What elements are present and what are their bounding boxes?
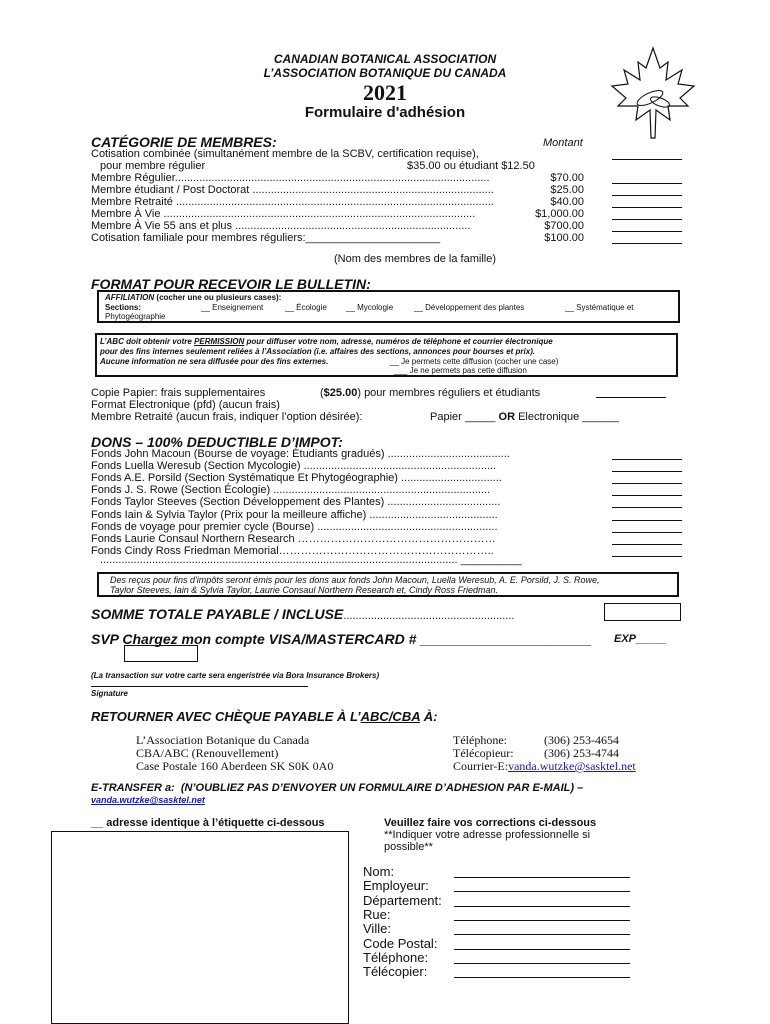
return-heading-end: À: bbox=[420, 709, 438, 724]
permission-word: PERMISSION bbox=[194, 337, 245, 346]
membership-family-amount: $100.00 bbox=[544, 232, 584, 244]
org-name-fr: L’ASSOCIATION BOTANIQUE DU CANADA bbox=[263, 66, 507, 80]
fund-row-blank[interactable] bbox=[612, 520, 682, 521]
fax-label: Télécopieur: bbox=[453, 746, 514, 760]
section-teaching[interactable]: __ Enseignement bbox=[201, 303, 264, 312]
membership-student-amount: $25.00 bbox=[550, 184, 584, 196]
section-systematics[interactable]: __ Systématique et bbox=[565, 303, 634, 312]
phone-value: (306) 253-4654 bbox=[544, 733, 619, 747]
email-line bbox=[453, 759, 636, 774]
signature-line[interactable] bbox=[91, 686, 308, 687]
fund-row-blank[interactable] bbox=[612, 483, 682, 484]
address-field-input[interactable] bbox=[454, 877, 630, 878]
email-label: Courrier-E: bbox=[453, 759, 509, 773]
retired-electronic-option[interactable]: Electronique ______ bbox=[518, 411, 619, 423]
fund-row-blank[interactable] bbox=[612, 544, 682, 545]
family-members-note: (Nom des membres de la famille) bbox=[334, 253, 496, 265]
address-field-label: Télécopier: bbox=[363, 964, 428, 979]
affiliation-hint: (cocher une ou plusieurs cases): bbox=[156, 293, 282, 302]
address-field-input[interactable] bbox=[454, 949, 630, 950]
membership-student-label: Membre étudiant / Post Doctorat ............................................................................... bbox=[91, 184, 494, 196]
fund-row-label: Fonds Cindy Ross Friedman Memorial………………………………………………….. bbox=[91, 545, 494, 557]
categories-heading: CATÉGORIE DE MEMBRES: bbox=[91, 134, 277, 150]
email-link[interactable]: vanda.wutzke@sasktel.net bbox=[508, 759, 636, 773]
mailing-label-box bbox=[51, 831, 349, 1024]
retired-option-choices[interactable] bbox=[430, 411, 619, 423]
section-phytogeography: Phytogéographie bbox=[105, 312, 166, 321]
same-address-option[interactable]: __ adresse identique à l’étiquette ci-dessous bbox=[91, 817, 325, 829]
donations-heading: DONS – 100% DEDUCTIBLE D’IMPOT: bbox=[91, 434, 343, 450]
expiry-label: EXP bbox=[614, 633, 637, 645]
fund-row-blank[interactable] bbox=[612, 495, 682, 496]
membership-regular-label: Membre Régulier....................................................................................................... bbox=[91, 172, 490, 184]
retired-or: OR bbox=[498, 411, 516, 423]
address-field-input[interactable] bbox=[454, 963, 630, 964]
corrections-label: Veuillez faire vos corrections ci-dessous bbox=[384, 817, 597, 829]
permission-line1-start: L’ABC doit obtenir votre bbox=[100, 337, 195, 346]
form-year: 2021 bbox=[363, 80, 407, 105]
fund-row-label: Fonds John Macoun (Bourse de voyage: Étudiants gradués) ........................................ bbox=[91, 448, 510, 460]
membership-lifetime-amount: $1,000.00 bbox=[535, 208, 584, 220]
membership-lifetime-blank[interactable] bbox=[612, 219, 682, 220]
address-field-input[interactable] bbox=[454, 977, 630, 978]
fund-row-label: Fonds Iain & Sylvia Taylor (Prix pour la meilleure affiche) .......................................... bbox=[91, 509, 498, 521]
membership-lifetime-55-amount: $700.00 bbox=[544, 220, 584, 232]
expiry-blank[interactable]: _____ bbox=[636, 633, 667, 645]
electronic-format-label: Format Electronique (pfd) (aucun frais) bbox=[91, 399, 280, 411]
address-field-input[interactable] bbox=[454, 906, 630, 907]
membership-lifetime-55-blank[interactable] bbox=[612, 231, 682, 232]
expiry bbox=[614, 633, 667, 645]
address-field-input[interactable] bbox=[454, 891, 630, 892]
etransfer-email-link[interactable]: vanda.wutzke@sasktel.net bbox=[91, 795, 205, 805]
fund-row-label: Fonds Laurie Consaul Northern Research ……………………………………………… bbox=[91, 533, 496, 545]
permission-line1 bbox=[100, 337, 553, 346]
return-address-line2: CBA/ABC (Renouvellement) bbox=[136, 746, 279, 760]
membership-lifetime-55-label: Membre À Vie 55 ans et plus ............................................................................. bbox=[91, 220, 471, 232]
receipt-note-line1: Des reçus pour fins d'impôts seront émis pour les dons aux fonds John Macoun, Luella Weresub, A. E. Porsild, J. S. Rowe, bbox=[110, 575, 600, 585]
amount-header: Montant bbox=[543, 137, 583, 149]
etransfer-label: E-TRANSFER a: bbox=[91, 782, 175, 794]
fund-row-label: Fonds A.E. Porsild (Section Systématique Et Phytogéographie) ................................. bbox=[91, 472, 502, 484]
total-payable bbox=[91, 606, 514, 622]
card-charge-label: SVP Chargez mon compte VISA/MASTERCARD # bbox=[91, 631, 417, 647]
card-number-blank[interactable]: ______________________ bbox=[420, 631, 592, 647]
fund-row-blank[interactable] bbox=[612, 471, 682, 472]
permission-line3: Aucune information ne sera diffusée pour des fins externes. bbox=[100, 357, 329, 366]
fund-row-blank[interactable] bbox=[612, 532, 682, 533]
fund-row-label: Fonds de voyage pour premier cycle (Bourse) ........................................................... bbox=[91, 521, 498, 533]
address-field-label: Code Postal: bbox=[363, 936, 438, 951]
fund-row-blank[interactable] bbox=[612, 459, 682, 460]
membership-family-label: Cotisation familiale pour membres réguliers:______________________ bbox=[91, 232, 441, 244]
permission-line2: pour des fins internes seulement reliées à l’Association (i.e. affaires des sections, annonces pour bourses et prix). bbox=[100, 347, 536, 356]
sections-label: Sections: bbox=[105, 303, 142, 312]
address-field-label: Téléphone: bbox=[363, 950, 429, 965]
format-heading: FORMAT POUR RECEVOIR LE BULLETIN: bbox=[91, 276, 371, 292]
form-title: Formulaire d'adhésion bbox=[304, 104, 466, 121]
fund-row-blank[interactable] bbox=[612, 556, 682, 557]
address-field-input[interactable] bbox=[454, 934, 630, 935]
receipt-note-line2: Taylor Steeves, Iain & Sylvia Taylor, Laurie Consaul Northern Research et, Cindy Ross Friedman. bbox=[110, 585, 499, 595]
address-field-label: Département: bbox=[363, 893, 442, 908]
fund-row-label: Fonds Luella Weresub (Section Mycologie) ............................................................... bbox=[91, 460, 497, 472]
professional-address-note2: possible** bbox=[384, 841, 433, 853]
combined-membership-amount: $35.00 ou étudiant $12.50 bbox=[407, 160, 535, 172]
membership-regular-amount: $70.00 bbox=[550, 172, 584, 184]
address-field-input[interactable] bbox=[454, 920, 630, 921]
membership-retired-amount: $40.00 bbox=[550, 196, 584, 208]
fax-value: (306) 253-4744 bbox=[544, 746, 619, 760]
fund-row-label: Fonds Taylor Steeves (Section Développement des Plantes) ..................................... bbox=[91, 496, 501, 508]
address-field-label: Rue: bbox=[363, 907, 391, 922]
membership-retired-label: Membre Retraité ........................................................................................................ bbox=[91, 196, 494, 208]
permission-deny-option[interactable]: ___ Je ne permets pas cette diffusion bbox=[394, 366, 527, 375]
transaction-note: (La transaction sur votre carte sera engeristrée via Bora Insurance Brokers) bbox=[91, 671, 380, 680]
total-amount-field[interactable] bbox=[604, 603, 681, 621]
return-address-line3: Case Postale 160 Aberdeen SK S0K 0A0 bbox=[136, 759, 334, 773]
address-field-label: Ville: bbox=[363, 921, 391, 936]
return-heading bbox=[91, 709, 437, 724]
combined-membership-line1: Cotisation combinée (simultanément membre de la SCBV, certification requise), bbox=[91, 148, 479, 160]
maple-leaf-logo bbox=[598, 40, 708, 150]
signature-label: Signature bbox=[91, 689, 128, 698]
paper-copy-price: $25.00 bbox=[323, 387, 358, 399]
org-name-en: CANADIAN BOTANICAL ASSOCIATION bbox=[273, 52, 497, 66]
paper-copy-price-line: ($25.00) pour membres réguliers et étudiants bbox=[320, 387, 541, 399]
membership-student-blank[interactable] bbox=[612, 195, 682, 196]
membership-regular-blank[interactable] bbox=[612, 183, 682, 184]
affiliation-title: AFFILIATION bbox=[105, 293, 155, 302]
section-plant-development[interactable]: __ Développement des plantes bbox=[414, 303, 525, 312]
retired-paper-option[interactable]: Papier _____ bbox=[430, 411, 496, 423]
permission-allow-option[interactable]: __ Je permets cette diffusion (cocher une case) bbox=[390, 357, 559, 366]
fund-row-label: Fonds J. S. Rowe (Section Écologie) ....................................................................... bbox=[91, 484, 491, 496]
return-heading-abbr: ABC/CBA bbox=[360, 709, 421, 724]
combined-membership-line2: pour membre régulier bbox=[100, 160, 206, 172]
address-field-label: Nom: bbox=[363, 864, 395, 879]
card-extra-field[interactable] bbox=[124, 645, 198, 662]
professional-address-note1: **Indiquer votre adresse professionnelle si bbox=[384, 829, 591, 841]
etransfer-note: (N’OUBLIEZ PAS D’ENVOYER UN FORMULAIRE D’ADHESION PAR E-MAIL) – bbox=[180, 782, 584, 794]
affiliation-title-line bbox=[105, 293, 281, 302]
return-heading-start: RETOURNER AVEC CHÈQUE PAYABLE À L’ bbox=[91, 709, 361, 724]
address-field-label: Employeur: bbox=[363, 878, 429, 893]
paper-copy-tail: pour membres réguliers et étudiants bbox=[364, 387, 541, 399]
membership-retired-blank[interactable] bbox=[612, 207, 682, 208]
membership-family-blank[interactable] bbox=[612, 243, 682, 244]
membership-lifetime-label: Membre À Vie ...................................................................................................... bbox=[91, 208, 476, 220]
section-ecology[interactable]: __ Écologie bbox=[285, 303, 327, 312]
fund-row-blank[interactable] bbox=[612, 507, 682, 508]
total-payable-label: SOMME TOTALE PAYABLE / INCLUSE bbox=[91, 606, 344, 622]
return-address-line1: L’Association Botanique du Canada bbox=[136, 733, 310, 747]
paper-copy-label: Copie Papier: frais supplementaires bbox=[91, 387, 266, 399]
permission-line1-end: pour diffuser votre nom, adresse, numéros de téléphone et courrier électronique bbox=[244, 337, 553, 346]
retired-option-label: Membre Retraité (aucun frais, indiquer l’option désirée): bbox=[91, 411, 363, 423]
phone-label: Téléphone: bbox=[453, 733, 507, 747]
section-mycology[interactable]: __ Mycologie bbox=[346, 303, 394, 312]
total-payable-dots: ........................................................ bbox=[343, 610, 515, 622]
combined-amount-blank[interactable] bbox=[612, 159, 682, 160]
paper-copy-blank[interactable] bbox=[596, 397, 666, 398]
extra-donation-line[interactable]: ..................................................................................................................... __________ bbox=[100, 554, 522, 566]
etransfer-line bbox=[91, 782, 583, 794]
